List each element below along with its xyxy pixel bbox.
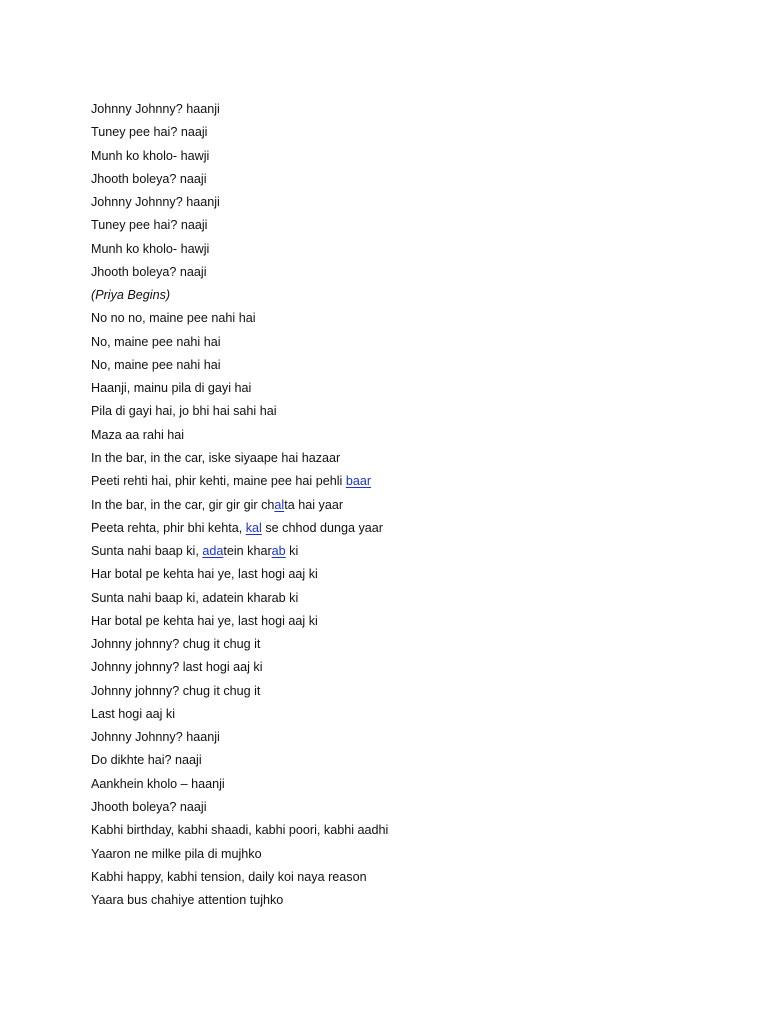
lyric-line — [91, 307, 711, 330]
lyric-line — [91, 98, 711, 121]
text-segment: No, maine pee nahi hai — [91, 334, 221, 349]
lyric-line — [91, 610, 711, 633]
text-segment: Johnny johnny? chug it chug it — [91, 683, 261, 698]
text-segment: Johnny Johnny? haanji — [91, 195, 220, 210]
lyric-line — [91, 377, 711, 400]
stage-direction — [91, 284, 711, 307]
text-segment: Kabhi happy, kabhi tension, daily koi naya reason — [91, 869, 367, 884]
lyric-line — [91, 400, 711, 423]
text-segment: Pila di gayi hai, jo bhi hai sahi hai — [91, 404, 277, 419]
lyric-line — [91, 494, 711, 517]
text-segment: Do dikhte hai? naaji — [91, 753, 202, 768]
text-segment: Tuney pee hai? naaji — [91, 125, 208, 140]
text-segment: se chhod dunga yaar — [261, 520, 383, 535]
hyperlink[interactable]: ab — [271, 544, 286, 559]
text-segment: Jhooth boleya? naaji — [91, 171, 207, 186]
text-segment: Tuney pee hai? naaji — [91, 218, 208, 233]
lyric-line — [91, 633, 711, 656]
lyric-line — [91, 517, 711, 540]
text-segment: No, maine pee nahi hai — [91, 357, 221, 372]
text-segment: Jhooth boleya? naaji — [91, 799, 207, 814]
text-segment: ta hai yaar — [284, 497, 344, 512]
lyric-line — [91, 121, 711, 144]
text-segment: Maza aa rahi hai — [91, 427, 185, 442]
lyric-line — [91, 703, 711, 726]
text-segment: Munh ko kholo- hawji — [91, 148, 210, 163]
hyperlink[interactable]: baar — [345, 474, 372, 489]
lyric-line — [91, 773, 711, 796]
text-segment: Aankhein kholo – haanji — [91, 776, 225, 791]
lyric-line — [91, 587, 711, 610]
lyric-line — [91, 238, 711, 261]
text-segment: Munh ko kholo- hawji — [91, 241, 210, 256]
lyric-line — [91, 680, 711, 703]
text-segment: (Priya Begins) — [91, 288, 171, 303]
lyric-line — [91, 656, 711, 679]
hyperlink[interactable]: al — [274, 497, 285, 512]
lyric-line — [91, 447, 711, 470]
text-segment: Kabhi birthday, kabhi shaadi, kabhi poori, kabhi aadhi — [91, 823, 389, 838]
lyric-line — [91, 424, 711, 447]
text-segment: In the bar, in the car, gir gir gir ch — [91, 497, 275, 512]
lyric-line — [91, 261, 711, 284]
lyric-line — [91, 726, 711, 749]
lyric-line — [91, 889, 711, 912]
lyric-line — [91, 214, 711, 237]
lyric-line — [91, 331, 711, 354]
hyperlink[interactable]: kal — [245, 520, 262, 535]
lyric-line — [91, 796, 711, 819]
lyrics-text — [91, 98, 711, 912]
lyric-line — [91, 866, 711, 889]
text-segment: Har botal pe kehta hai ye, last hogi aaj ki — [91, 567, 318, 582]
lyric-line — [91, 354, 711, 377]
text-segment: Peeta rehta, phir bhi kehta, — [91, 520, 246, 535]
text-segment: ki — [285, 544, 299, 559]
text-segment: Har botal pe kehta hai ye, last hogi aaj ki — [91, 613, 318, 628]
lyric-line — [91, 191, 711, 214]
text-segment: No no no, maine pee nahi hai — [91, 311, 256, 326]
lyric-line — [91, 749, 711, 772]
lyric-line — [91, 819, 711, 842]
text-segment: Johnny johnny? last hogi aaj ki — [91, 660, 263, 675]
lyric-line — [91, 540, 711, 563]
lyric-line — [91, 145, 711, 168]
lyric-line — [91, 168, 711, 191]
lyric-line — [91, 843, 711, 866]
text-segment: Sunta nahi baap ki, — [91, 544, 203, 559]
text-segment: Johnny Johnny? haanji — [91, 102, 220, 116]
text-segment: Jhooth boleya? naaji — [91, 264, 207, 279]
text-segment: Haanji, mainu pila di gayi hai — [91, 381, 252, 396]
text-segment: Sunta nahi baap ki, adatein kharab ki — [91, 590, 299, 605]
lyric-line — [91, 563, 711, 586]
hyperlink[interactable]: ada — [202, 544, 224, 559]
lyric-line — [91, 470, 711, 493]
text-segment: Johnny johnny? chug it chug it — [91, 637, 261, 652]
text-segment: Peeti rehti hai, phir kehti, maine pee hai pehli — [91, 474, 346, 489]
text-segment: Yaaron ne milke pila di mujhko — [91, 846, 262, 861]
text-segment: In the bar, in the car, iske siyaape hai hazaar — [91, 450, 341, 465]
text-segment: Yaara bus chahiye attention tujhko — [91, 893, 284, 908]
text-segment: tein khar — [223, 544, 272, 559]
text-segment: Last hogi aaj ki — [91, 706, 176, 721]
text-segment: Johnny Johnny? haanji — [91, 730, 220, 745]
